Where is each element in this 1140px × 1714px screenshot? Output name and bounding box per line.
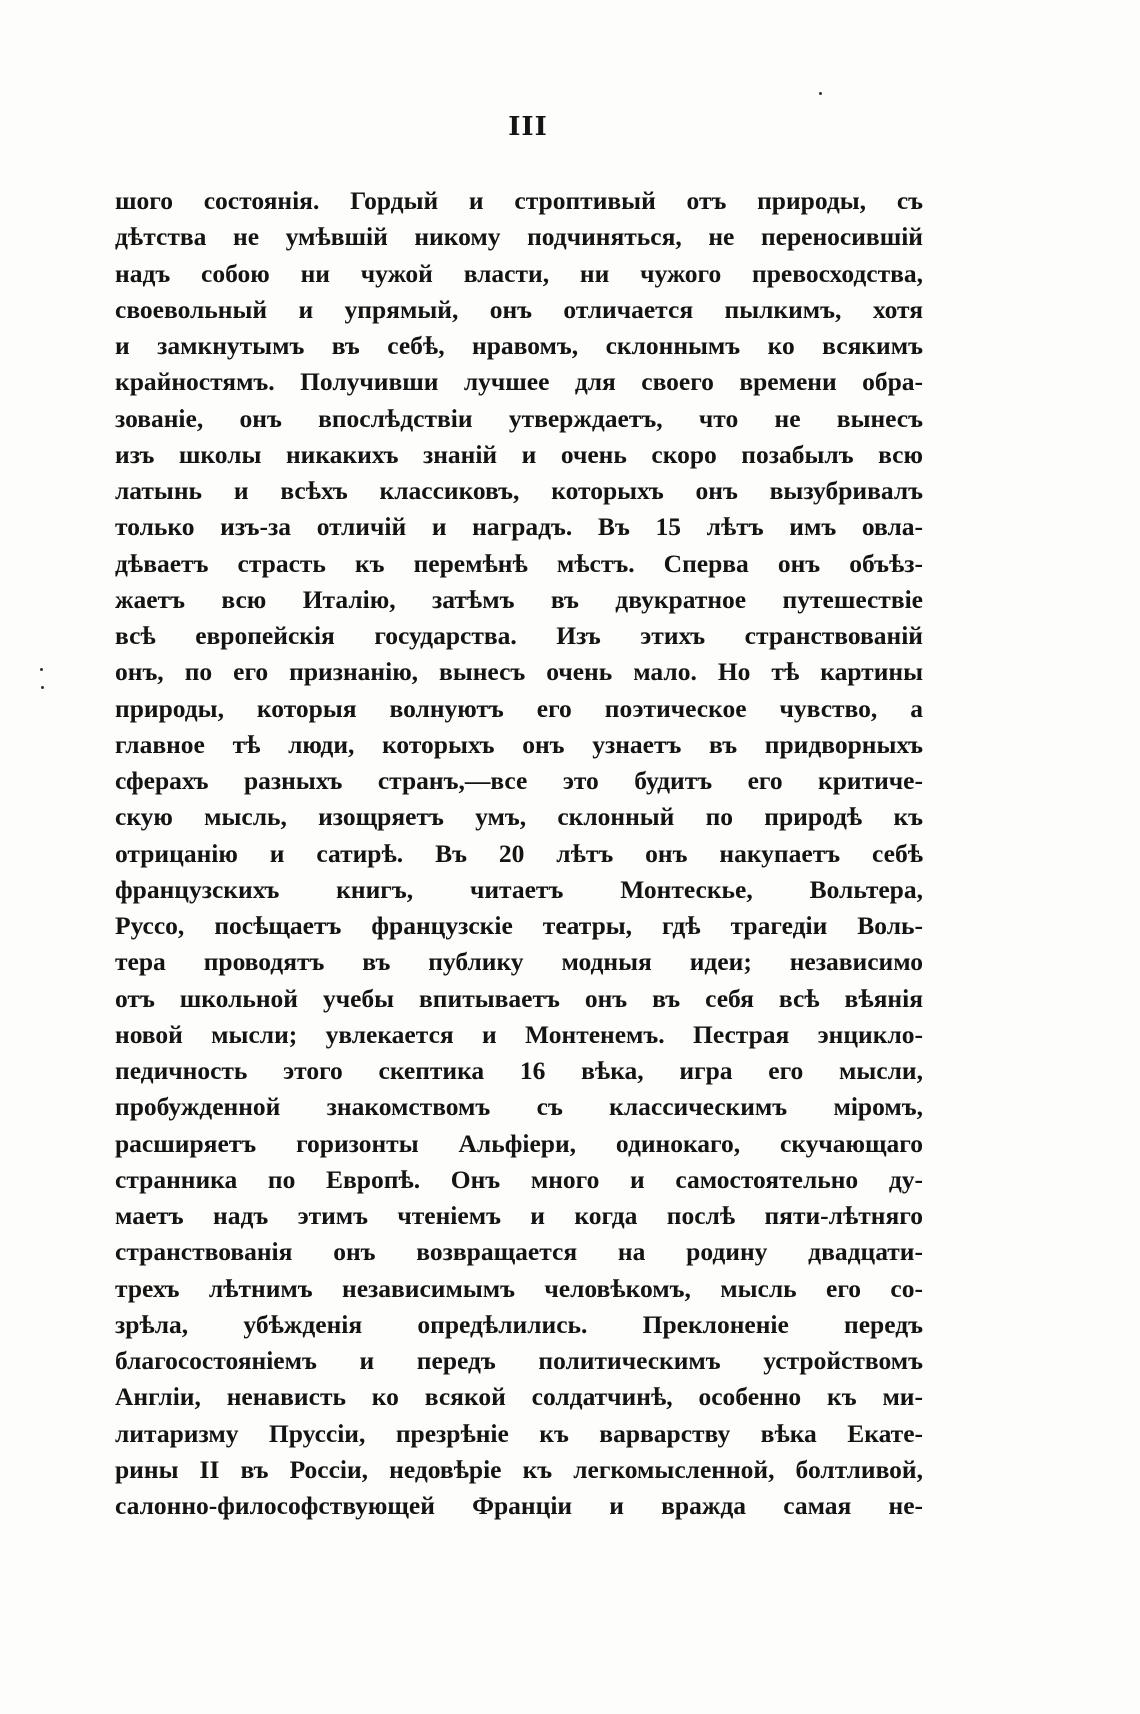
text-line: отрицанію и сатирѣ. Въ 20 лѣтъ онъ накупаетъ себѣ xyxy=(115,838,923,868)
text-line: Англіи, ненависть ко всякой солдатчинѣ, особенно къ ми- xyxy=(115,1382,923,1412)
text-line: зованіе, онъ впослѣдствіи утверждаетъ, что не вынесъ xyxy=(115,403,923,433)
text-line: скую мысль, изощряетъ умъ, склонный по природѣ къ xyxy=(115,802,923,832)
text-line: салонно-философствующей Франціи и вражда самая не- xyxy=(115,1491,923,1520)
text-line: благосостояніемъ и передъ политическимъ устройствомъ xyxy=(115,1346,923,1375)
text-line: педичность этого скептика 16 вѣка, игра его мысли, xyxy=(115,1056,923,1085)
text-line: трехъ лѣтнимъ независимымъ человѣкомъ, мысль его со- xyxy=(115,1273,923,1303)
text-line: жаетъ всю Италію, затѣмъ въ двукратное путешествіе xyxy=(115,584,923,614)
text-line: расширяетъ горизонты Альфіери, одинокаго, скучающаго xyxy=(115,1128,923,1158)
text-line: литаризму Пруссіи, презрѣніе къ варварству вѣка Екате- xyxy=(115,1418,923,1448)
text-line: дѣваетъ страсть къ перемѣнѣ мѣстъ. Сперва онъ объѣз- xyxy=(115,548,923,578)
page-number: III xyxy=(508,112,548,142)
text-line: зрѣла, убѣжденія опредѣлились. Преклоненіе передъ xyxy=(115,1309,923,1339)
text-line: изъ школы никакихъ знаній и очень скоро позабылъ всю xyxy=(115,439,923,469)
text-line: дѣтства не умѣвшій никому подчиняться, не переносившій xyxy=(115,222,923,252)
scan-speck xyxy=(41,686,44,689)
text-line: маетъ надъ этимъ чтеніемъ и когда послѣ пяти-лѣтняго xyxy=(115,1201,923,1230)
text-line: и замкнутымъ въ себѣ, нравомъ, склоннымъ ко всякимъ xyxy=(115,331,923,360)
text-line: французскихъ книгъ, читаетъ Монтескье, Вольтера, xyxy=(115,874,923,904)
text-line: всѣ европейскія государства. Изъ этихъ странствованій xyxy=(115,621,923,650)
text-line: только изъ-за отличій и наградъ. Въ 15 лѣтъ имъ овла- xyxy=(115,512,923,542)
text-line: онъ, по его признанію, вынесъ очень мало. Но тѣ картины xyxy=(115,657,923,687)
text-line: странника по Европѣ. Онъ много и самостоятельно ду- xyxy=(115,1164,923,1194)
text-line: Руссо, посѣщаетъ французскіе театры, гдѣ трагедіи Воль- xyxy=(115,911,923,940)
text-line: отъ школьной учебы впитываетъ онъ въ себя всѣ вѣянія xyxy=(115,983,923,1013)
text-line: своевольный и упрямый, онъ отличается пылкимъ, хотя xyxy=(115,294,923,324)
text-line: новой мысли; увлекается и Монтенемъ. Пестрая энцикло- xyxy=(115,1019,923,1049)
text-line: рины II въ Россіи, недовѣріе къ легкомысленной, болтливой, xyxy=(115,1454,923,1484)
text-line: пробужденной знакомствомъ съ классическимъ міромъ, xyxy=(115,1092,923,1122)
text-line: сферахъ разныхъ странъ,—все это будитъ его критиче- xyxy=(115,766,923,795)
text-line: главное тѣ люди, которыхъ онъ узнаетъ въ придворныхъ xyxy=(115,729,923,759)
body-text xyxy=(115,183,923,1524)
scan-speck xyxy=(40,668,43,671)
scan-speck xyxy=(819,92,822,95)
text-line: крайностямъ. Получивши лучшее для своего времени обра- xyxy=(115,367,923,397)
text-line: надъ собою ни чужой власти, ни чужого превосходства, xyxy=(115,258,923,288)
text-line: латынь и всѣхъ классиковъ, которыхъ онъ вызубривалъ xyxy=(115,476,923,505)
text-line: шого состоянія. Гордый и строптивый отъ природы, съ xyxy=(115,186,923,215)
text-line: тера проводятъ въ публику модныя идеи; независимо xyxy=(115,947,923,977)
text-line: странствованія онъ возвращается на родину двадцати- xyxy=(115,1237,923,1267)
text-line: природы, которыя волнуютъ его поэтическое чувство, а xyxy=(115,693,923,723)
